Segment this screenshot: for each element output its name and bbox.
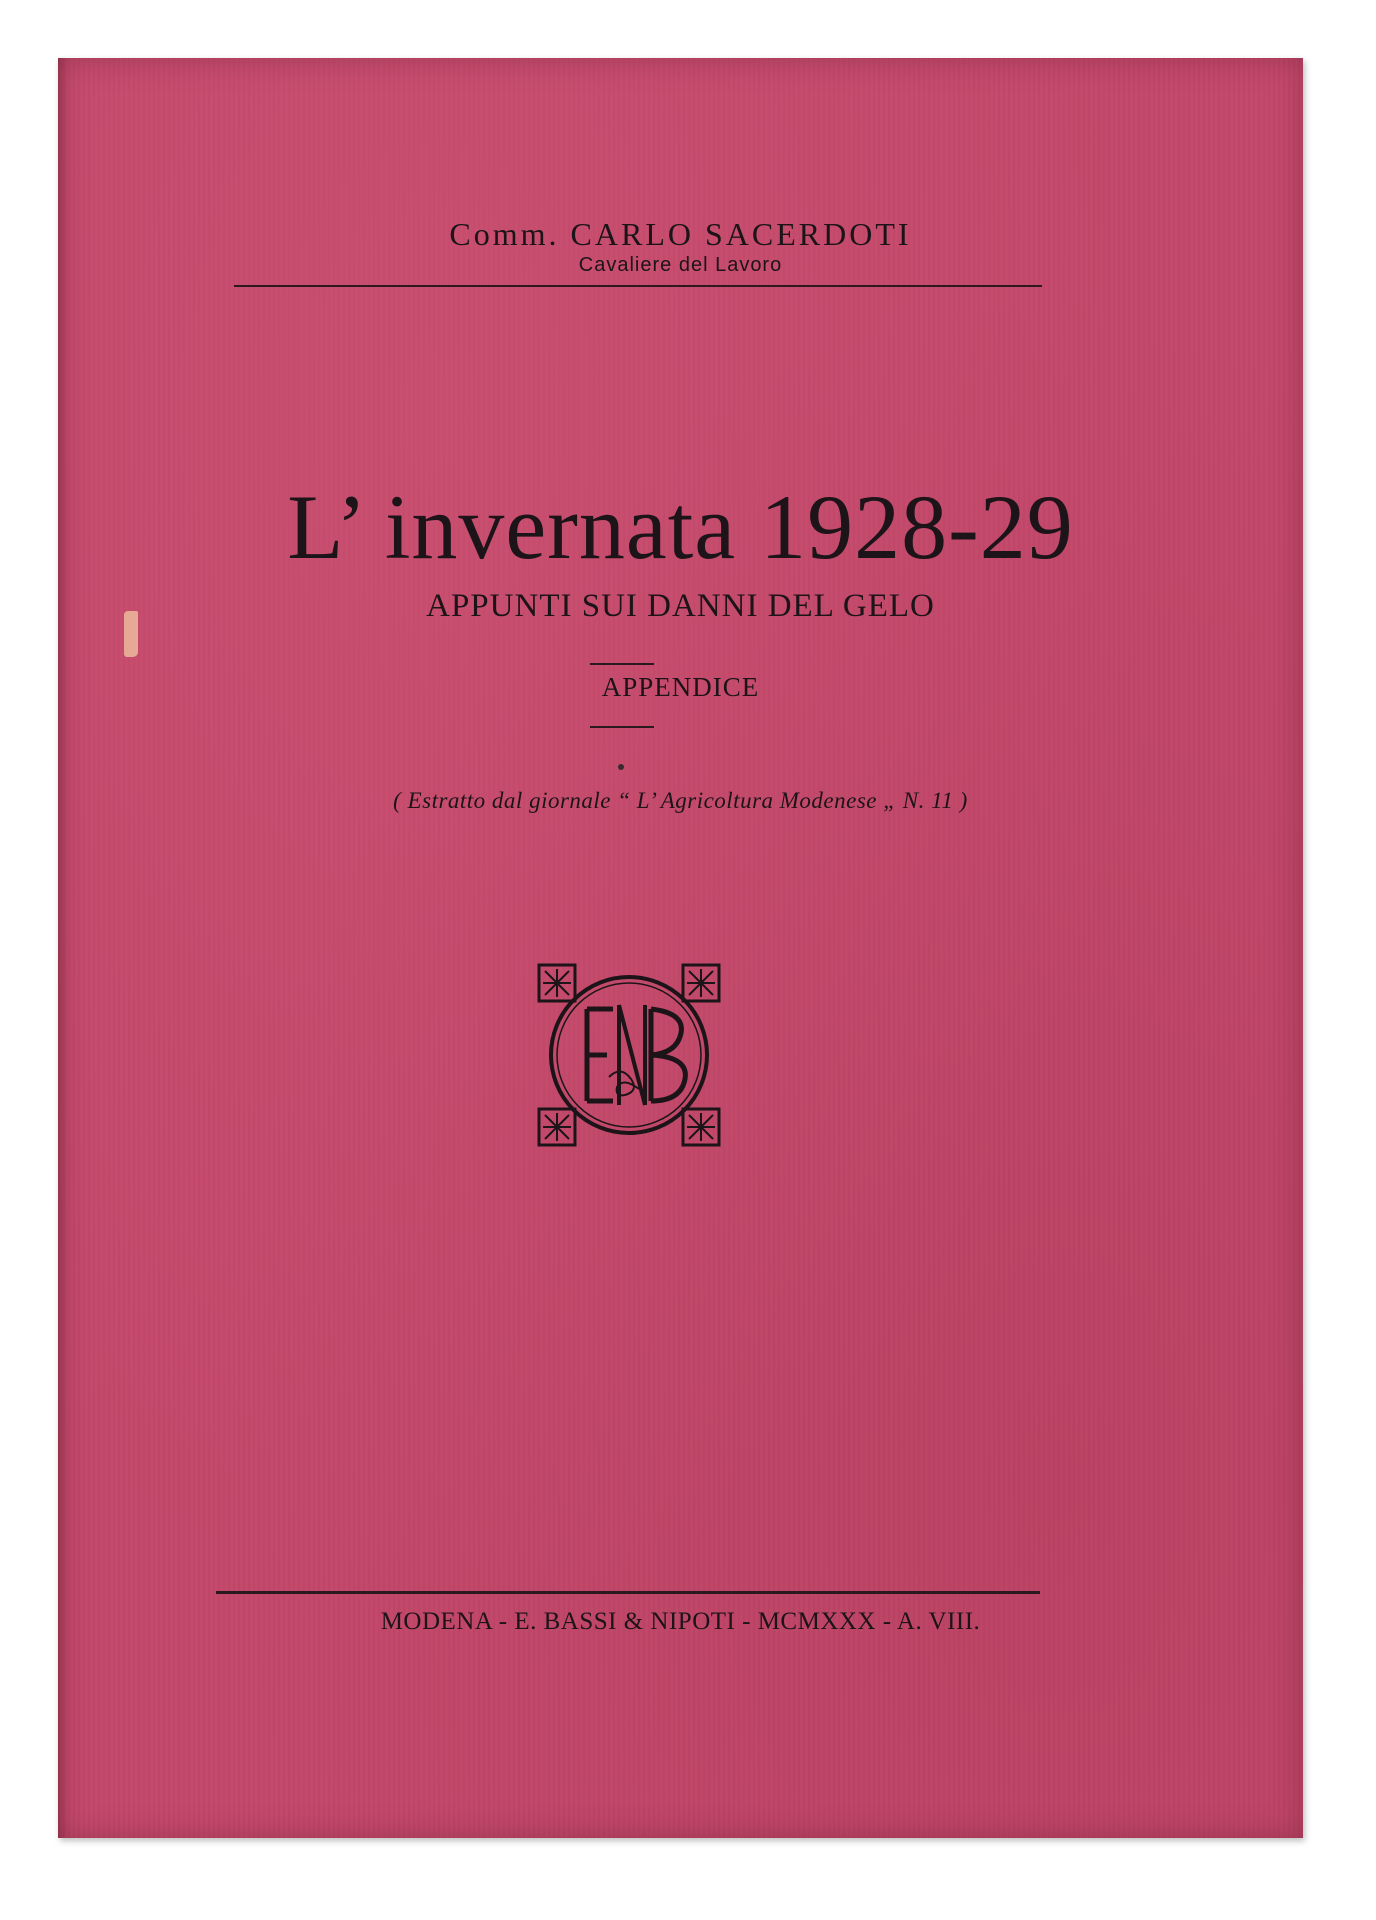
emblem-corner-tl [539, 965, 575, 1001]
book-cover [58, 58, 1303, 1838]
book-subtitle: APPUNTI SUI DANNI DEL GELO [426, 588, 935, 624]
publisher-emblem [535, 961, 723, 1149]
emblem-corner-bl [539, 1109, 575, 1145]
spine-wear [58, 58, 68, 1838]
appendix-rule-bottom [590, 726, 654, 728]
book-title: L’ invernata 1928-29 [287, 476, 1074, 578]
appendix-rule-top [590, 663, 654, 665]
publisher-imprint: MODENA - E. BASSI & NIPOTI - MCMXXX - A. VIII. [380, 1608, 981, 1635]
bottom-rule [216, 1591, 1040, 1594]
ornament-dot [618, 764, 624, 770]
author-title: Cavaliere del Lavoro [578, 254, 783, 276]
appendix-label: APPENDICE [601, 672, 760, 702]
author-name: Comm. CARLO SACERDOTI [449, 216, 912, 252]
extract-note: ( Estratto dal giornale “ L’ Agricoltura Modenese „ N. 11 ) [393, 788, 968, 813]
emblem-corner-br [683, 1109, 719, 1145]
top-rule [234, 285, 1042, 287]
emblem-corner-tr [683, 965, 719, 1001]
